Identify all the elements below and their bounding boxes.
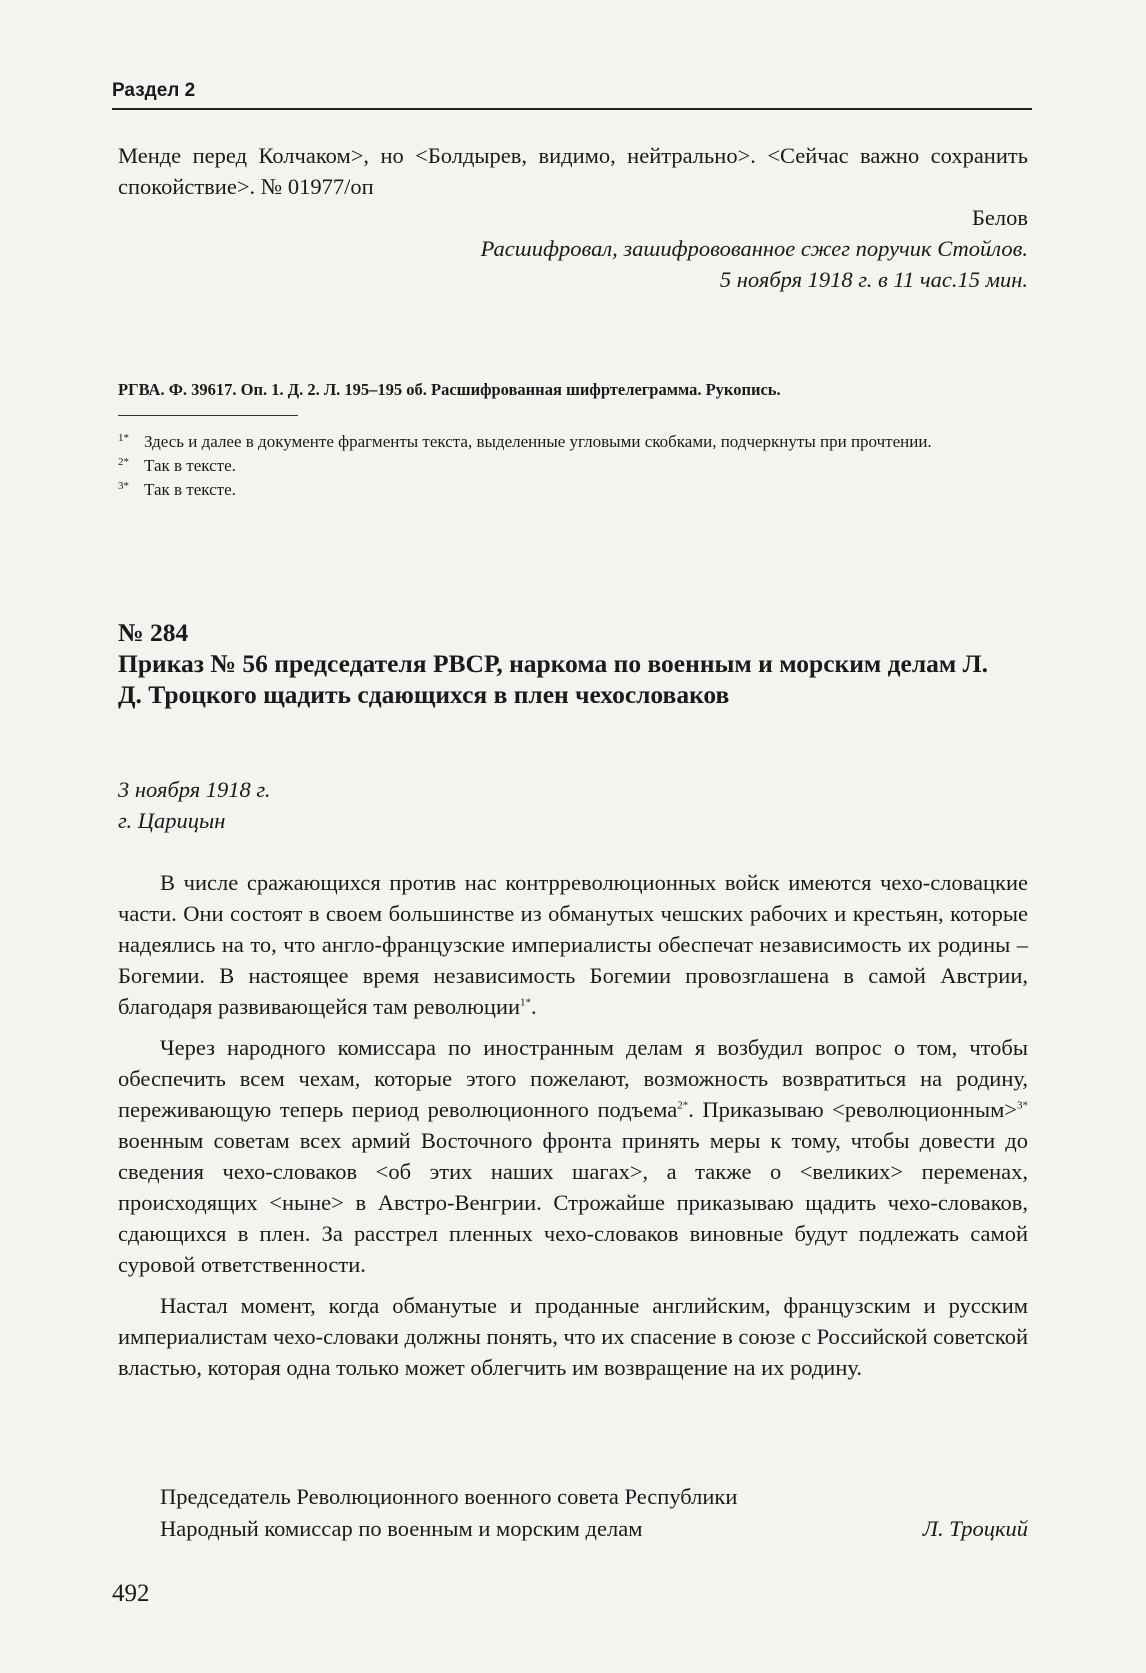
decipher-note: Расшифровал, зашифровованное сжег поручик Стойлов.	[480, 236, 1028, 261]
footnote	[118, 478, 1028, 502]
document-body	[118, 867, 1028, 1393]
document-date: 3 ноября 1918 г.	[118, 777, 271, 802]
body-text-span: Через народного комиссара по иностранным делам я возбудил вопрос о том, чтобы обеспечить всем чехам, которые этого пожелают, возможность возвратиться на родину, переживающую теперь период революционного подъема	[118, 1035, 1028, 1122]
signature-line	[118, 1481, 1028, 1513]
body-text-span: Настал момент, когда обманутые и проданные английским, французским и русским империалистам чехо-словаки должны понять, что их спасение в союзе с Российской советской властью, которая одна только может облегчить им возвращение на их родину.	[118, 1293, 1028, 1380]
previous-document-text: Менде перед Колчаком>, но <Болдырев, видимо, нейтрально>. <Сейчас важно сохранить спокойствие>. № 01977/оп	[118, 143, 1028, 199]
footnote-text: Так в тексте.	[144, 456, 236, 475]
footnote-text: Так в тексте.	[144, 480, 236, 499]
page-number: 492	[112, 1580, 150, 1607]
signer-title-2: Народный комиссар по военным и морским делам	[160, 1516, 643, 1541]
previous-document-signer: Белов	[971, 205, 1028, 230]
footnote-rule	[118, 415, 298, 416]
body-text-span: .	[531, 994, 537, 1019]
footnote-mark: 2*	[118, 456, 129, 468]
footnote-mark: 1*	[118, 432, 129, 444]
footnote-ref: 1*	[520, 996, 532, 1009]
running-head: Раздел 2	[112, 80, 196, 101]
footnote-ref: 3*	[1017, 1099, 1028, 1112]
body-text-span: . Приказываю <революционным>	[688, 1097, 1017, 1122]
document-title: Приказ № 56 председателя РВСР, наркома по военным и морским делам Л. Д. Троцкого щадить сдающихся в плен чехословаков	[118, 649, 989, 709]
archive-reference: РГВА. Ф. 39617. Оп. 1. Д. 2. Л. 195–195 об. Расшифрованная шифртелеграмма. Рукопись.	[118, 380, 781, 399]
signer-title-1: Председатель Революционного военного совета Республики	[160, 1484, 738, 1509]
document-heading	[118, 617, 1018, 710]
previous-document-tail	[118, 140, 1028, 295]
signature-block	[118, 1481, 1028, 1545]
footnote-mark: 3*	[118, 480, 129, 492]
header-rule	[112, 108, 1032, 110]
footnote	[118, 430, 1028, 454]
footnote	[118, 454, 1028, 478]
signature-line	[118, 1513, 1028, 1545]
body-text-span: В числе сражающихся против нас контрреволюционных войск имеются чехо-словацкие части. Они состоят в своем большинстве из обманутых чешских рабочих и крестьян, которые надеялись на то, что англо-французские империалисты обеспечат независимость их родины – Богемии. В настоящее время независимость Богемии провозглашена в самой Австрии, благодаря развивающейся там революции	[118, 870, 1028, 1019]
dateline	[118, 774, 271, 836]
document-number: № 284	[118, 618, 189, 647]
document-place: г. Царицын	[118, 808, 226, 833]
footnotes	[118, 430, 1028, 502]
body-paragraph	[118, 867, 1028, 1022]
body-paragraph	[118, 1290, 1028, 1383]
footnote-ref: 2*	[677, 1099, 689, 1112]
signer-name: Л. Троцкий	[922, 1516, 1028, 1541]
body-text-span: военным советам всех армий Восточного фронта принять меры к тому, чтобы довести до сведения чехо-словаков <об этих наших шагах>, а также о <великих> переменах, происходящих <ныне> в Австро-Венгрии. Строжайше приказываю щадить чехо-словаков, сдающихся в плен. За расстрел пленных чехо-словаков виновные будут подлежать самой суровой ответственности.	[118, 1128, 1028, 1277]
footnote-text: Здесь и далее в документе фрагменты текста, выделенные угловыми скобками, подчеркнуты при прочтении.	[144, 432, 932, 451]
decipher-time: 5 ноября 1918 г. в 11 час.15 мин.	[719, 267, 1028, 292]
body-paragraph	[118, 1032, 1028, 1280]
